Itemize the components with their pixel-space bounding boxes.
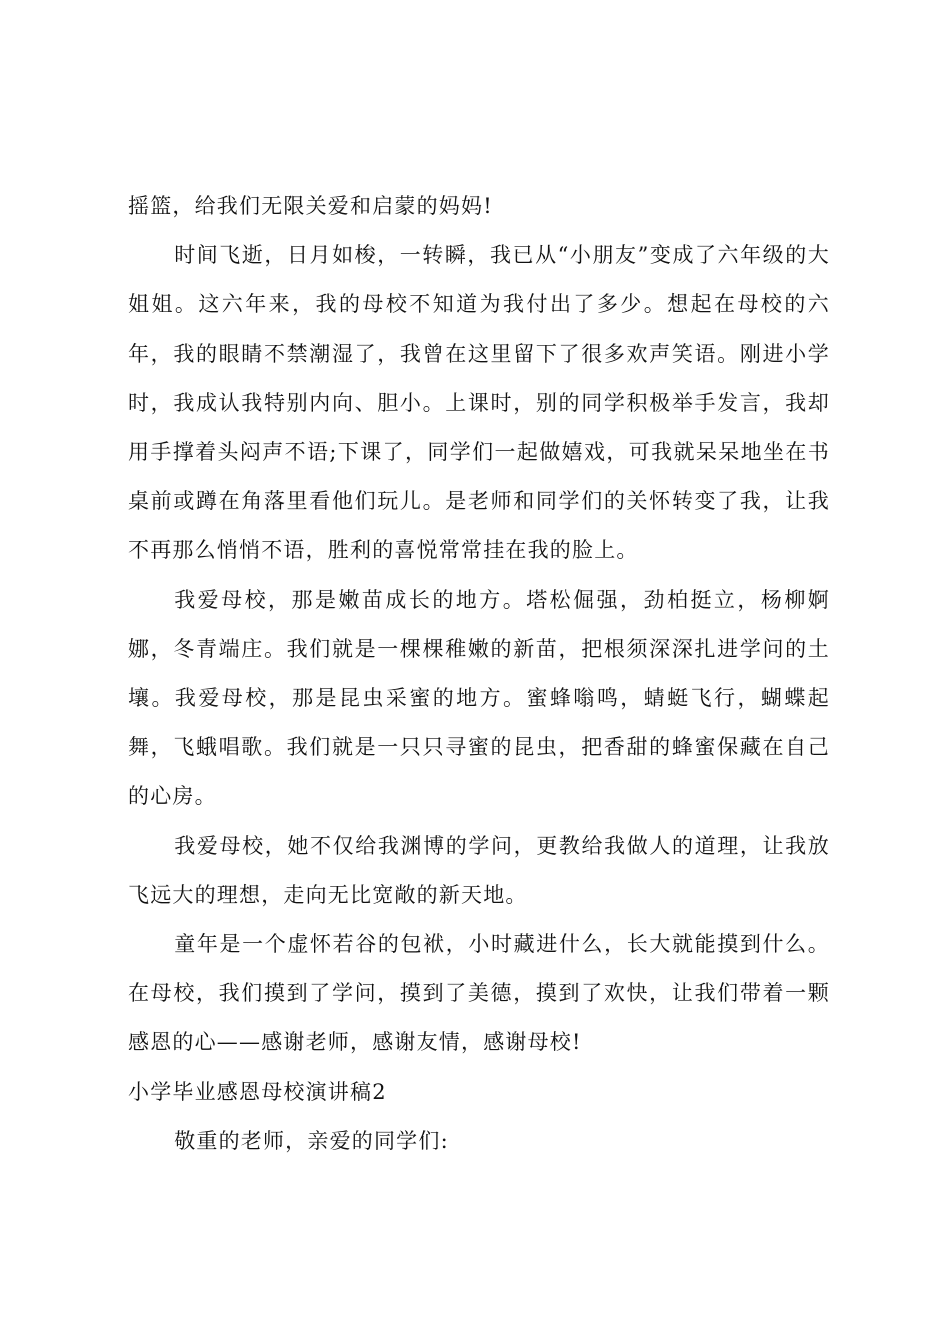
- paragraph-continuation: 摇篮，给我们无限关爱和启蒙的妈妈!: [128, 194, 493, 218]
- paragraph-love-school-seedlings: 我爱母校，那是嫩苗成长的地方。塔松倔强，劲柏挺立，杨柳婀娜，冬青端庄。我们就是一棵棵稚嫩的新苗，把根须深深扎进学问的土壤。我爱母校，那是昆虫采蜜的地方。蜜蜂嗡鸣，蜻蜓飞行，蝴蝶起舞，飞蛾唱歌。我们就是一只只寻蜜的昆虫，把香甜的蜂蜜保藏在自己的心房。: [128, 587, 830, 809]
- paragraph-time-flies: 时间飞逝，日月如梭，一转瞬，我已从“小朋友”变成了六年级的大姐姐。这六年来，我的母校不知道为我付出了多少。想起在母校的六年，我的眼睛不禁潮湿了，我曾在这里留下了很多欢声笑语。刚进小学时，我成认我特别内向、胆小。上课时，别的同学积极举手发言，我却用手撑着头闷声不语;下课了，同学们一起做嬉戏，可我就呆呆地坐在书桌前或蹲在角落里看他们玩儿。是老师和同学们的关怀转变了我，让我不再那么悄悄不语，胜利的喜悦常常挂在我的脸上。: [128, 243, 830, 563]
- section-title: 小学毕业感恩母校演讲稿2: [128, 1079, 387, 1104]
- document-body: [128, 182, 830, 1166]
- paragraph-childhood: 童年是一个虚怀若谷的包袱，小时藏进什么，长大就能摸到什么。在母校，我们摸到了学问，摸到了美德，摸到了欢快，让我们带着一颗感恩的心——感谢老师，感谢友情，感谢母校!: [128, 932, 830, 1055]
- paragraph-love-school-knowledge: 我爱母校，她不仅给我渊博的学问，更教给我做人的道理，让我放飞远大的理想，走向无比宽敞的新天地。: [128, 833, 830, 907]
- greeting-line: 敬重的老师，亲爱的同学们:: [174, 1128, 449, 1153]
